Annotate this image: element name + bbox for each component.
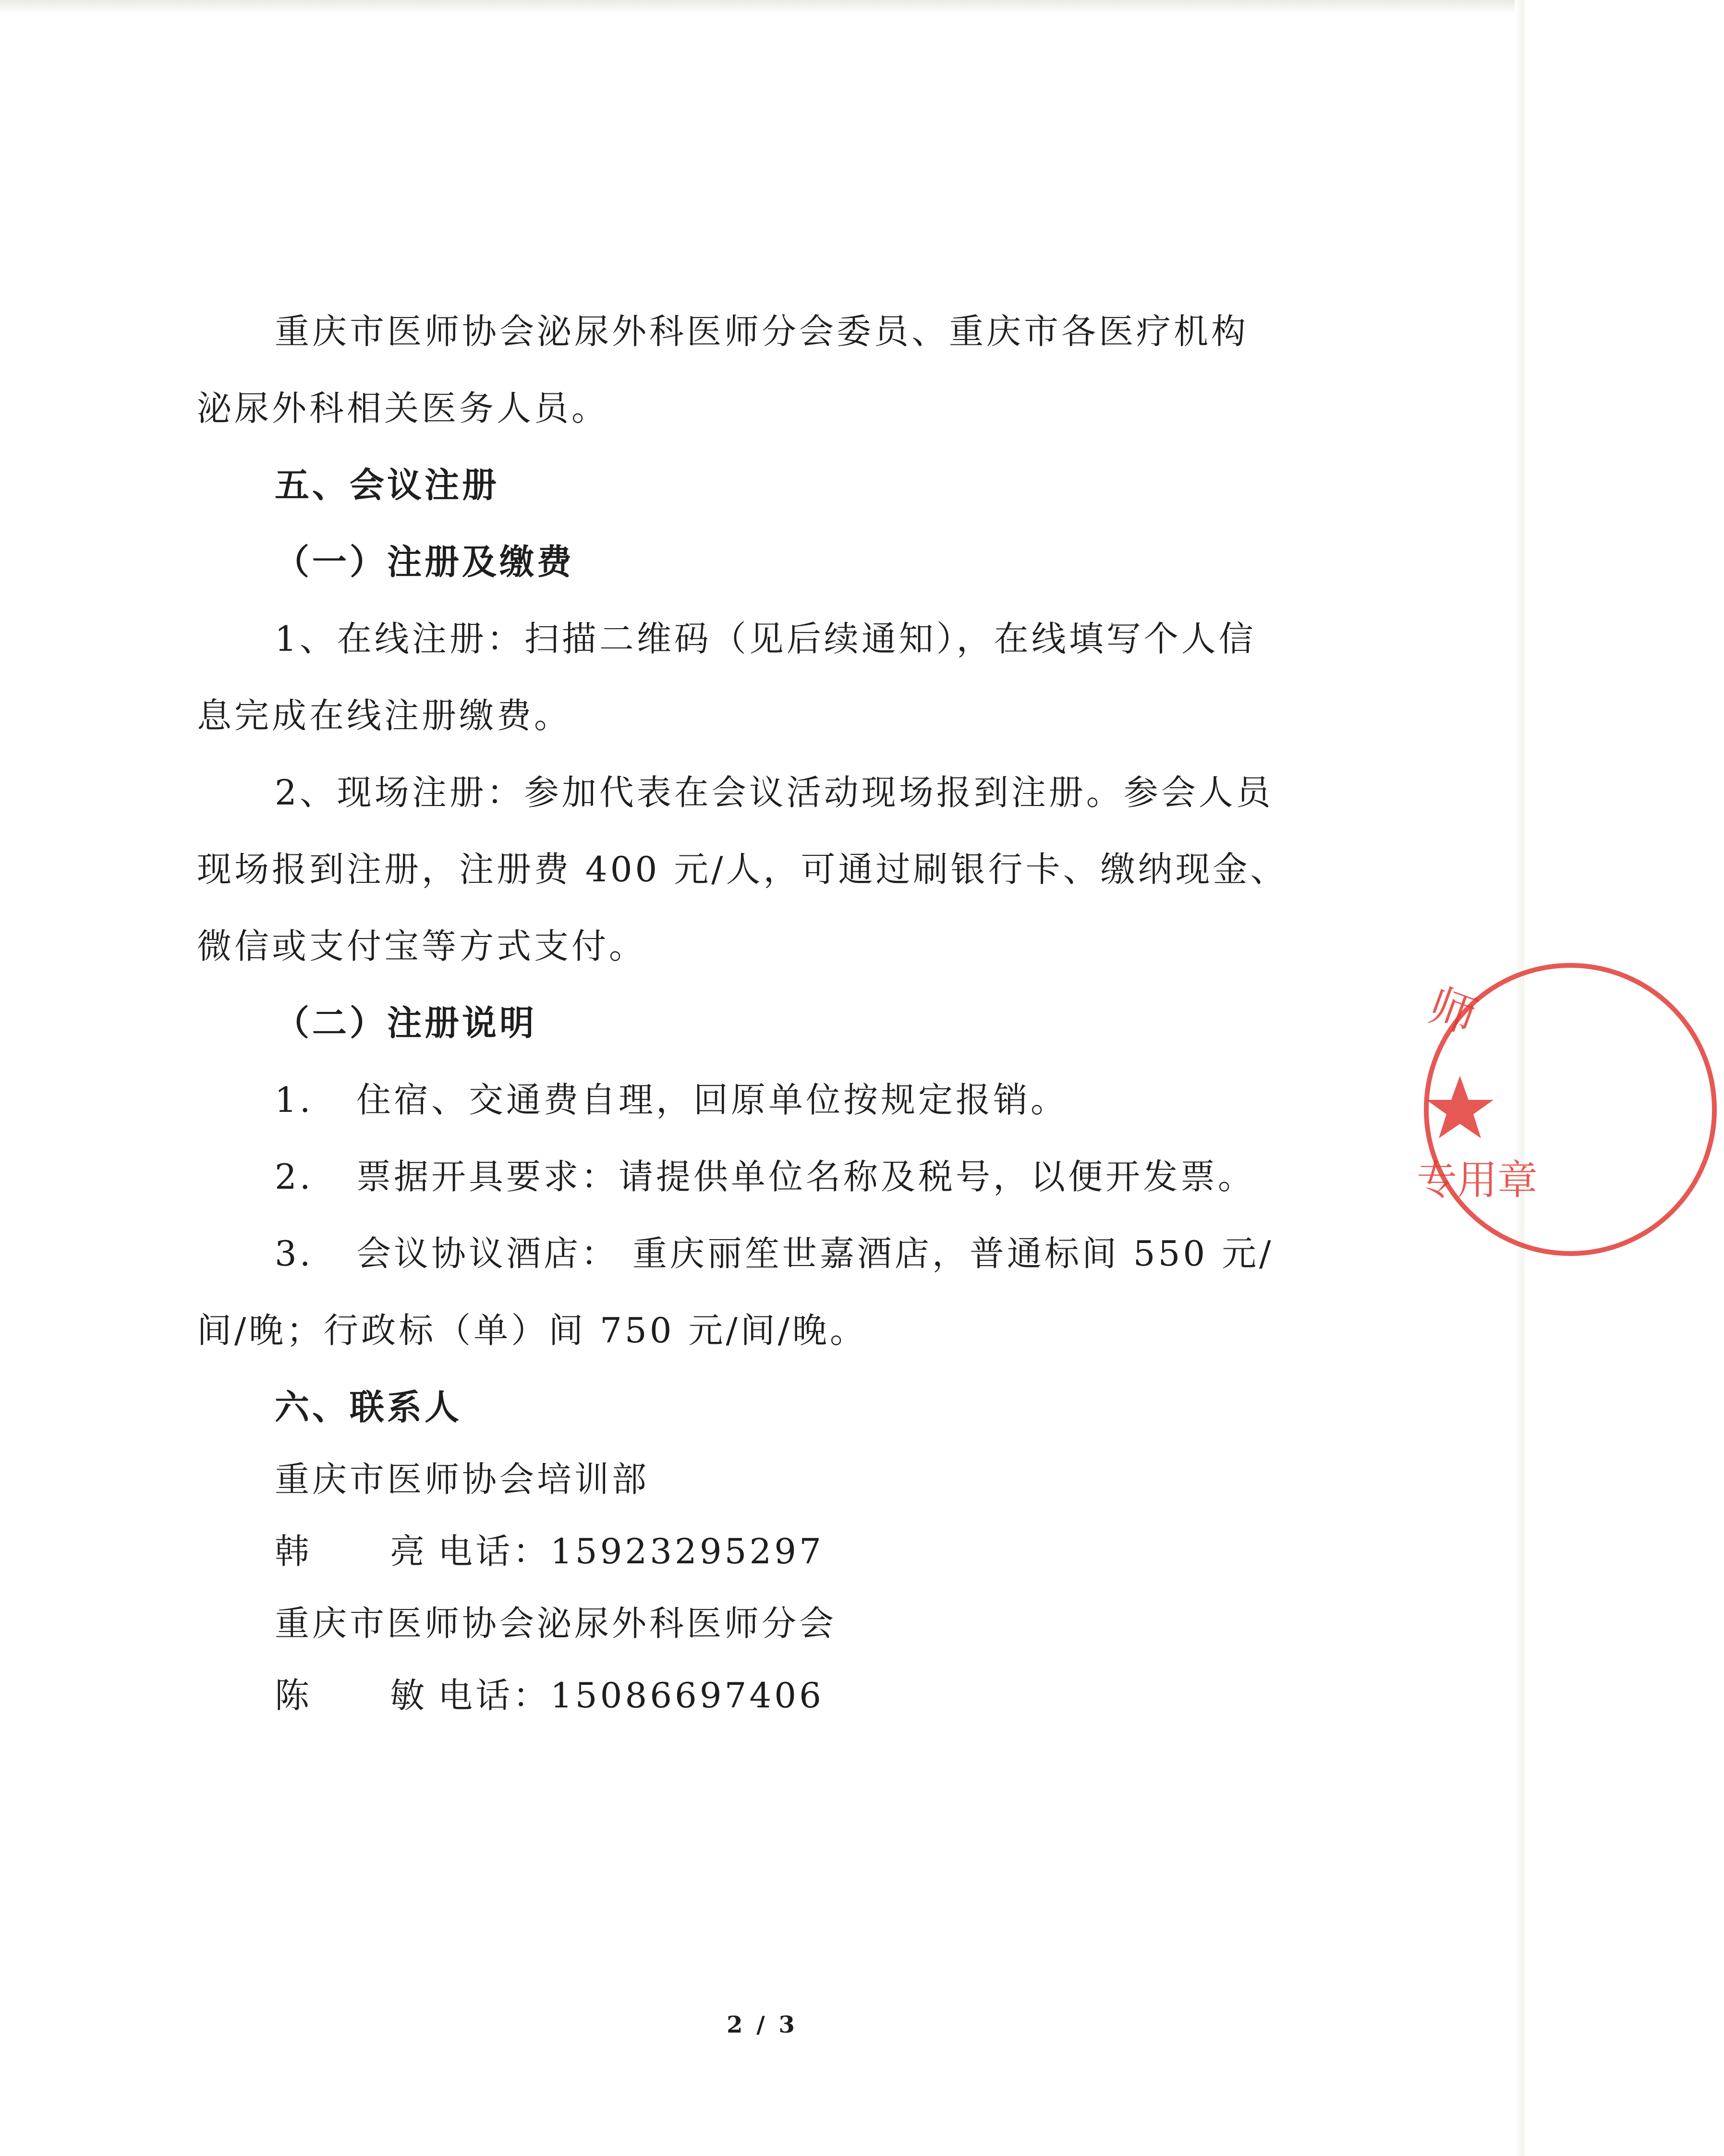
list-text: 票据开具要求：请提供单位名称及税号，以便开发票。 xyxy=(356,1157,1256,1197)
paragraph-line: 微信或支付宝等方式支付。 xyxy=(197,926,647,966)
list-text: 住宿、交通费自理，回原单位按规定报销。 xyxy=(356,1080,1068,1120)
paragraph-line: 间/晚；行政标（单）间 750 元/间/晚。 xyxy=(197,1310,867,1351)
contact-name: 陈 敏 xyxy=(275,1675,425,1716)
contact-org: 重庆市医师协会泌尿外科医师分会 xyxy=(275,1603,837,1644)
paragraph-line: 重庆市医师协会泌尿外科医师分会委员、重庆市各医疗机构 xyxy=(275,311,1249,352)
list-number: 1. xyxy=(275,1080,314,1120)
seal-star-icon xyxy=(1426,1076,1493,1138)
paragraph-line: 息完成在线注册缴费。 xyxy=(197,695,572,736)
seal-ring-icon xyxy=(1417,956,1524,1263)
section-title: 五、会议注册 xyxy=(275,465,500,505)
subsection-title: （一）注册及缴费 xyxy=(275,542,575,582)
seal-text: 师 xyxy=(1422,978,1484,1045)
contact-line xyxy=(275,1671,824,1719)
list-item xyxy=(275,1076,1068,1124)
contact-phone: 电话：15086697406 xyxy=(438,1675,824,1716)
paragraph-line: 2、现场注册：参加代表在会议活动现场报到注册。参会人员 xyxy=(275,772,1274,813)
list-item xyxy=(275,1230,1274,1278)
paragraph-line: 现场报到注册，注册费 400 元/人，可通过刷银行卡、缴纳现金、 xyxy=(197,849,1288,889)
official-seal xyxy=(1417,956,1724,1263)
section-title: 六、联系人 xyxy=(275,1387,462,1427)
subsection-title: （二）注册说明 xyxy=(275,1003,537,1043)
contact-line xyxy=(275,1527,824,1575)
contact-org: 重庆市医师协会培训部 xyxy=(275,1459,650,1499)
contact-phone: 电话：15923295297 xyxy=(438,1531,824,1571)
list-text: 会议协议酒店： 重庆丽笙世嘉酒店，普通标间 550 元/ xyxy=(356,1233,1274,1274)
page-number: 2 / 3 xyxy=(727,2011,798,2038)
list-number: 3. xyxy=(275,1233,314,1274)
scan-edge xyxy=(0,0,1524,13)
seal-text: 专用章 xyxy=(1417,1157,1538,1204)
contact-name: 韩 亮 xyxy=(275,1531,425,1571)
list-item xyxy=(275,1153,1255,1201)
list-number: 2. xyxy=(275,1157,314,1197)
paragraph-line: 泌尿外科相关医务人员。 xyxy=(197,388,609,428)
paragraph-line: 1、在线注册：扫描二维码（见后续通知），在线填写个人信 xyxy=(275,619,1256,659)
scan-edge xyxy=(1515,0,1524,2156)
